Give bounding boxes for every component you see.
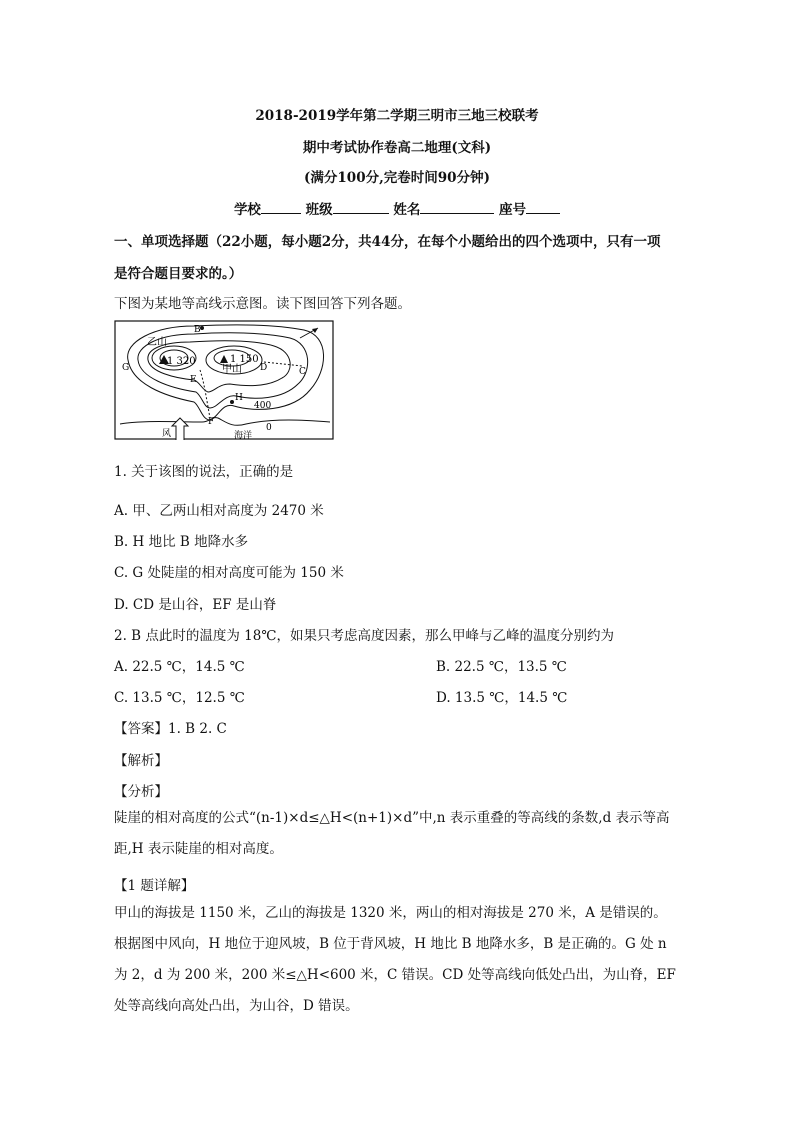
q1-option-c: C. G 处陡崖的相对高度可能为 150 米: [114, 565, 344, 581]
school-blank: [261, 200, 301, 214]
fenxi-heading: 【分析】: [114, 784, 168, 800]
school-label: 学校: [233, 202, 261, 218]
exam-title-line1: 2018-2019学年第二学期三明市三地三校联考: [255, 108, 539, 124]
label-g: G: [122, 363, 130, 373]
q1-option-d: D. CD 是山谷，EF 是山脊: [114, 597, 277, 613]
peak-yi-height: 1 320: [167, 356, 196, 367]
figure-intro: 下图为某地等高线示意图。读下图回答下列各题。: [114, 296, 411, 312]
q2-option-b: B. 22.5 ℃，13.5 ℃: [436, 659, 567, 675]
q1-detail-heading: 【1 题详解】: [114, 878, 195, 894]
wind-label: 风: [162, 429, 172, 439]
label-d: D: [260, 363, 268, 373]
class-blank: [333, 200, 389, 214]
name-label: 姓名: [393, 202, 421, 218]
sea-label: 海洋: [234, 431, 253, 441]
q1-stem: 1. 关于该图的说法，正确的是: [114, 464, 294, 480]
label-b: B: [194, 325, 201, 335]
q2-option-a: A. 22.5 ℃，14.5 ℃: [114, 659, 245, 675]
exam-title-line2: 期中考试协作卷高二地理(文科): [302, 140, 492, 156]
jiexi-heading: 【解析】: [114, 753, 168, 769]
seat-label: 座号: [499, 202, 527, 218]
answer-line: 【答案】1. B 2. C: [114, 721, 227, 737]
contour-label-400: 400: [254, 401, 272, 411]
q2-option-c: C. 13.5 ℃，12.5 ℃: [114, 690, 245, 706]
label-f: F: [208, 417, 215, 427]
peak-jia-name: 甲山: [222, 364, 242, 375]
class-label: 班级: [305, 202, 333, 218]
label-c: C: [299, 367, 306, 377]
q2-stem: 2. B 点此时的温度为 18℃，如果只考虑高度因素，那么甲峰与乙峰的温度分别约为: [114, 628, 614, 644]
q1-option-b: B. H 地比 B 地降水多: [114, 534, 249, 550]
contour-label-0: 0: [266, 423, 272, 433]
peak-yi-name: 乙山: [147, 337, 167, 348]
exam-title-line3: (满分100分,完卷时间90分钟): [304, 170, 490, 186]
peak-jia-height: 1 150: [230, 354, 259, 365]
contour-map-figure: [114, 320, 336, 444]
label-e: E: [190, 375, 197, 385]
q2-option-d: D. 13.5 ℃，14.5 ℃: [436, 690, 568, 706]
seat-blank: [526, 200, 560, 214]
q1-option-a: A. 甲、乙两山相对高度为 2470 米: [114, 503, 324, 519]
q1-detail-text: 甲山的海拔是 1150 米，乙山的海拔是 1320 米，两山的相对海拔是 270 米，A 是错误的。根据图中风向，H 地位于迎风坡，B 位于背风坡，H 地比 B 地降水多，B 是正确的。G 处 n 为 2，d 为 200 米，200 米≤△H<600 米，C 错误。CD 处等高线向低处凸出，为山脊，EF 处等高线向高处凸出，为山谷，D 错误。: [114, 905, 676, 1014]
name-blank: [420, 200, 494, 214]
label-h: H: [235, 393, 243, 403]
student-info-line: [0, 198, 794, 218]
section-heading-line2: 是符合题目要求的。）: [114, 266, 243, 282]
section-heading-line1: 一、单项选择题（22小题，每小题2分，共44分，在每个小题给出的四个选项中，只有一项: [114, 234, 661, 250]
fenxi-text: 陡崖的相对高度的公式“(n-1)×d≤△H<(n+1)×d”中,n 表示重叠的等高线的条数,d 表示等高距,H 表示陡崖的相对高度。: [114, 810, 670, 857]
